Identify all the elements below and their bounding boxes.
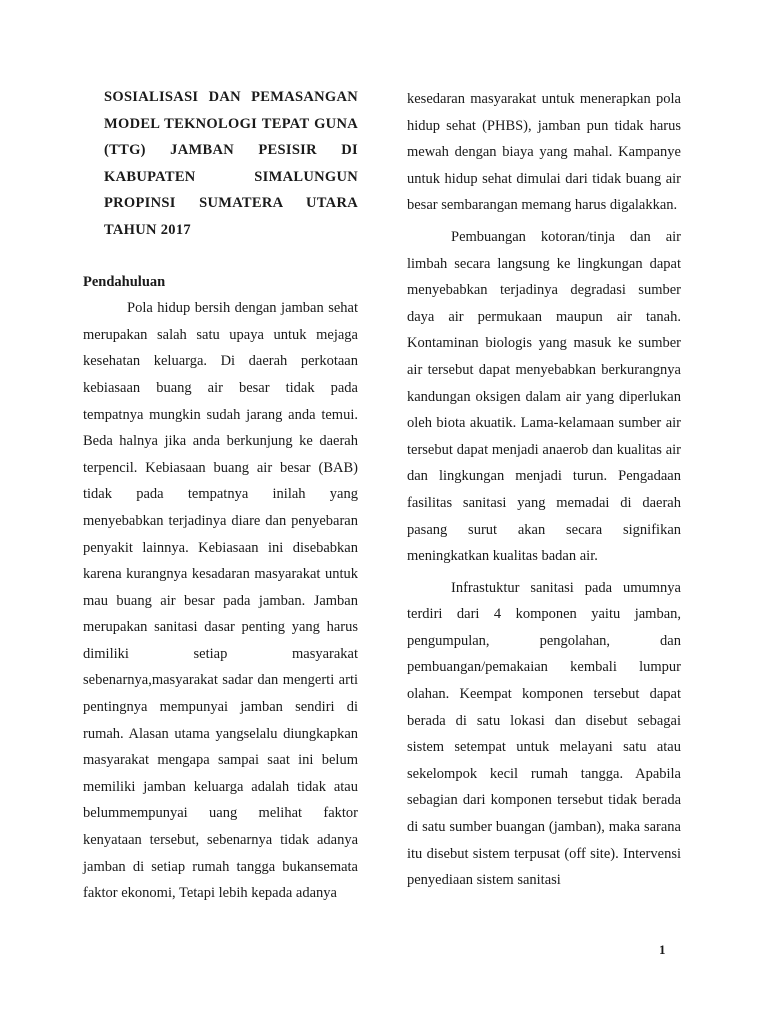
page-number: 1 [659,942,666,957]
left-column [83,84,358,907]
paragraph-continuation: kesedaran masyarakat untuk menerapkan pola hidup sehat (PHBS), jamban pun tidak harus mewah dengan biaya yang mahal. Kampanye untuk hidup sehat dimulai dari tidak buang air besar sembarangan memang harus digalakkan. [407,91,681,214]
paragraph-pembuangan: Pembuangan kotoran/tinja dan air limbah secara langsung ke lingkungan dapat menyebabkan terjadinya degradasi sumber daya air permukaan maupun air tanah. Kontaminan biologis yang masuk ke sumber air tersebut dapat menyebabkan berkurangnya kandungan oksigen dalam air yang diperlukan oleh biota akuatik. Lama-kelamaan sumber air tersebut dapat menjadi anaerob dan kualitas air dan lingkungan menjadi turun. Pengadaan fasilitas sanitasi yang memadai di daerah pasang surut akan secara signifikan meningkatkan kualitas badan air. [407,228,681,565]
section-heading: Pendahuluan [83,273,166,290]
paragraph-infrastruktur: Infrastuktur sanitasi pada umumnya terdiri dari 4 komponen yaitu jamban, pengumpulan, pengolahan, dan pembuangan/pemakaian kembali lumpur olahan. Keempat komponen tersebut dapat berada di satu lokasi dan disebut sebagai sistem setempat untuk melayani satu atau sekelompok kecil rumah tangga. Apabila sebagian dari komponen tersebut tidak berada di satu sumber buangan (jamban), maka sarana itu disebut sistem terpusat (off site). Intervensi penyediaan sistem sanitasi [407,579,681,889]
right-column [407,86,681,894]
document-title: SOSIALISASI DAN PEMASANGAN MODEL TEKNOLOGI TEPAT GUNA (TTG) JAMBAN PESISIR DI KABUPATEN SIMALUNGUN PROPINSI SUMATERA UTARA TAHUN 2017 [104,89,358,238]
intro-paragraph: Pola hidup bersih dengan jamban sehat merupakan salah satu upaya untuk mejaga kesehatan keluarga. Di daerah perkotaan kebiasaan buang air besar tidak pada tempatnya mungkin sudah jarang anda temui. Beda halnya jika anda berkunjung ke daerah terpencil. Kebiasaan buang air besar (BAB) tidak pada tempatnya inilah yang menyebabkan terjadinya diare dan penyebaran penyakit lainnya. Kebiasaan ini disebabkan karena kurangnya kesadaran masyarakat untuk mau buang air besar pada jamban. Jamban merupakan sanitasi dasar penting yang harus dimiliki setiap masyarakat sebenarnya,masyarakat sadar dan mengerti arti pentingnya mempunyai jamban sendiri di rumah. Alasan utama yangselalu diungkapkan masyarakat mengapa sampai saat ini belum memiliki jamban keluarga adalah tidak atau belummempunyai uang melihat faktor kenyataan tersebut, sebenarnya tidak adanya jamban di setiap rumah tangga bukansemata faktor ekonomi, Tetapi lebih kepada adanya [83,300,358,902]
